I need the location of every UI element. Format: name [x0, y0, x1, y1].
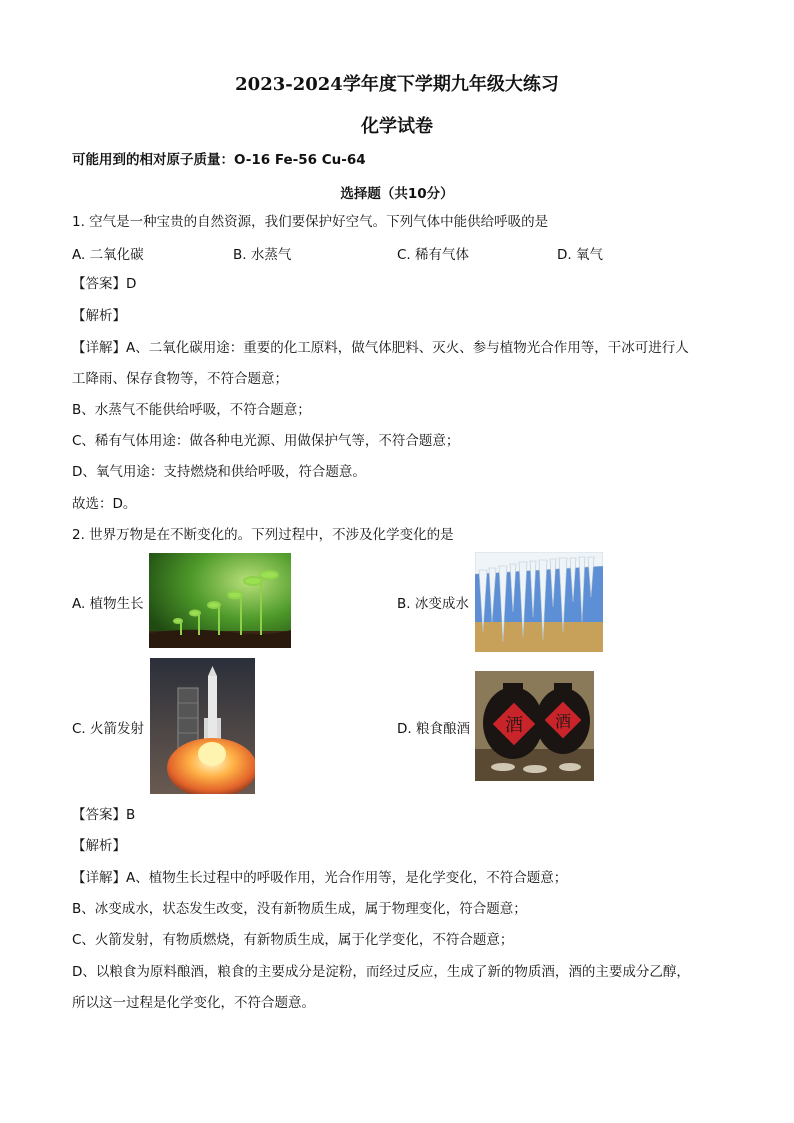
q2-analysis: 【解析】: [72, 838, 126, 854]
q2-detail: 所以这一过程是化学变化，不符合题意。: [72, 995, 315, 1011]
q2-detail: B、冰变成水，状态发生改变，没有新物质生成，属于物理变化，符合题意；: [72, 901, 527, 917]
ice-melting-photo: [475, 552, 603, 652]
q2-option-d: D. 粮食酿酒: [397, 721, 470, 737]
q1-detail: 工降雨、保存食物等，不符合题意；: [72, 371, 288, 387]
atomic-mass-note: 可能用到的相对原子质量：O-16 Fe-56 Cu-64: [72, 152, 366, 168]
q2-answer: 【答案】B: [72, 807, 136, 823]
plant-growth-photo: [149, 553, 291, 648]
exam-subtitle: 化学试卷: [361, 116, 433, 137]
q1-detail: D、氧气用途：支持燃烧和供给呼吸，符合题意。: [72, 464, 366, 480]
jar-label-char: 酒: [505, 715, 523, 736]
q2-detail: C、火箭发射，有物质燃烧，有新物质生成，属于化学变化，不符合题意；: [72, 932, 514, 948]
q1-option-b: B. 水蒸气: [233, 247, 292, 263]
q2-option-c: C. 火箭发射: [72, 721, 145, 737]
q2-option-b: B. 冰变成水: [397, 596, 469, 612]
q1-answer: 【答案】D: [72, 276, 137, 292]
q1-option-c: C. 稀有气体: [397, 247, 470, 263]
q1-detail: B、水蒸气不能供给呼吸，不符合题意；: [72, 402, 311, 418]
q1-detail: 【详解】A、二氧化碳用途：重要的化工原料，做气体肥料、灭火、参与植物光合作用等，干冰可进行人: [72, 340, 689, 356]
exam-title: 2023-2024学年度下学期九年级大练习: [235, 74, 559, 95]
q1-choose: 故选：D。: [72, 496, 137, 512]
rocket-launch-photo: [150, 658, 255, 794]
q2-stem: 2. 世界万物是在不断变化的。下列过程中，不涉及化学变化的是: [72, 527, 454, 543]
jar-label-char: 酒: [554, 712, 572, 731]
wine-jars-photo: [475, 671, 594, 781]
q2-detail: D、以粮食为原料酿酒，粮食的主要成分是淀粉，而经过反应，生成了新的物质酒，酒的主要成分乙醇，: [72, 964, 690, 980]
q1-stem: 1. 空气是一种宝贵的自然资源，我们要保护好空气。下列气体中能供给呼吸的是: [72, 214, 549, 230]
q1-analysis: 【解析】: [72, 308, 126, 324]
q2-option-a: A. 植物生长: [72, 596, 144, 612]
section-heading: 选择题（共10分）: [340, 186, 454, 202]
q1-option-d: D. 氧气: [557, 247, 603, 263]
q1-option-a: A. 二氧化碳: [72, 247, 144, 263]
q1-detail: C、稀有气体用途：做各种电光源、用做保护气等，不符合题意；: [72, 433, 460, 449]
q2-detail: 【详解】A、植物生长过程中的呼吸作用，光合作用等，是化学变化，不符合题意；: [72, 870, 568, 886]
